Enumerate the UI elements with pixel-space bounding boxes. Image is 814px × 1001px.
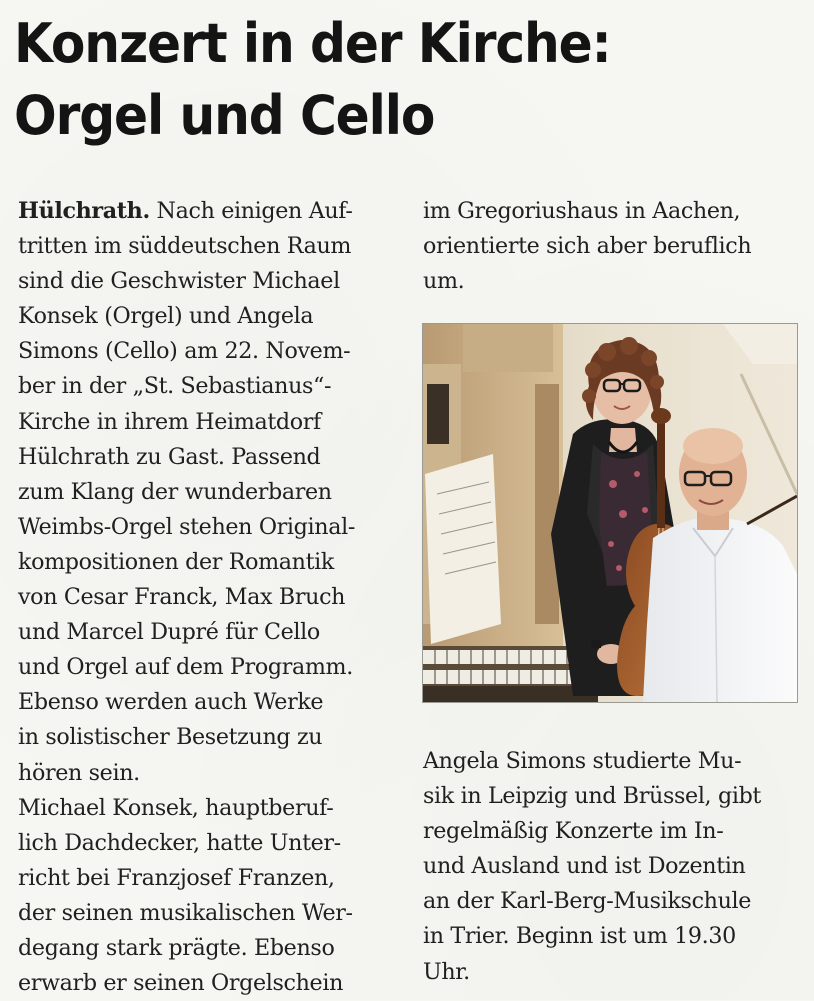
headline [14, 8, 804, 152]
dateline: Hülchrath. [18, 198, 150, 224]
right-column-top [423, 194, 803, 299]
text-line: Kirche in ihrem Heimatdorf [18, 408, 321, 435]
text-line: Angela Simons studierte Mu- [423, 748, 742, 774]
text-line: zum Klang der wunderbaren [18, 478, 332, 505]
left-column [18, 194, 398, 1001]
text-line: im Gregoriushaus in Aachen, [423, 198, 741, 224]
photo-illustration [423, 324, 797, 702]
article-photo [422, 323, 798, 703]
text-line: lich Dachdecker, hatte Unter- [18, 829, 341, 856]
text-line: Michael Konsek, hauptberuf- [18, 794, 334, 821]
text-line: degang stark prägte. Ebenso [18, 934, 335, 961]
text-line: orientierte sich aber beruflich [423, 233, 752, 260]
text-line: Hülchrath zu Gast. Passend [18, 443, 321, 470]
text-line: Simons (Cello) am 22. Novem- [18, 338, 351, 365]
text-line: kompositionen der Romantik [18, 548, 334, 575]
headline-line-1: Konzert in der Kirche: [14, 12, 611, 75]
right-column-bottom [423, 744, 803, 990]
text-line: und Orgel auf dem Programm. [18, 654, 353, 681]
headline-line-2: Orgel und Cello [14, 84, 435, 147]
text-line: sind die Geschwister Michael [18, 268, 340, 295]
text-line: Ebenso werden auch Werke [18, 689, 324, 716]
text-line [18, 194, 398, 229]
text-line: und Marcel Dupré für Cello [18, 619, 320, 646]
text-line: hören sein. [18, 759, 140, 786]
text-line: in Trier. Beginn ist um 19.30 [423, 923, 736, 950]
text-line: um. [423, 268, 465, 295]
text-line-part: Nach einigen Auf- [149, 198, 353, 224]
text-line: regelmäßig Konzerte im In- [423, 818, 724, 845]
text-line: Weimbs-Orgel stehen Original- [18, 513, 355, 540]
text-line: in solistischer Besetzung zu [18, 724, 323, 751]
text-line: von Cesar Franck, Max Bruch [18, 584, 346, 611]
text-line: an der Karl-Berg-Musikschule [423, 888, 752, 915]
text-line: erwarb er seinen Orgelschein [18, 970, 344, 997]
text-line: Konsek (Orgel) und Angela [18, 303, 314, 330]
text-line: Uhr. [423, 958, 470, 985]
text-line: tritten im süddeutschen Raum [18, 233, 352, 260]
text-line: richt bei Franzjosef Franzen, [18, 864, 335, 891]
text-line: sik in Leipzig und Brüssel, gibt [423, 783, 761, 810]
text-line: ber in der „St. Sebastianus“- [18, 373, 332, 400]
text-line: und Ausland und ist Dozentin [423, 853, 746, 880]
text-line: der seinen musikalischen Wer- [18, 899, 353, 926]
